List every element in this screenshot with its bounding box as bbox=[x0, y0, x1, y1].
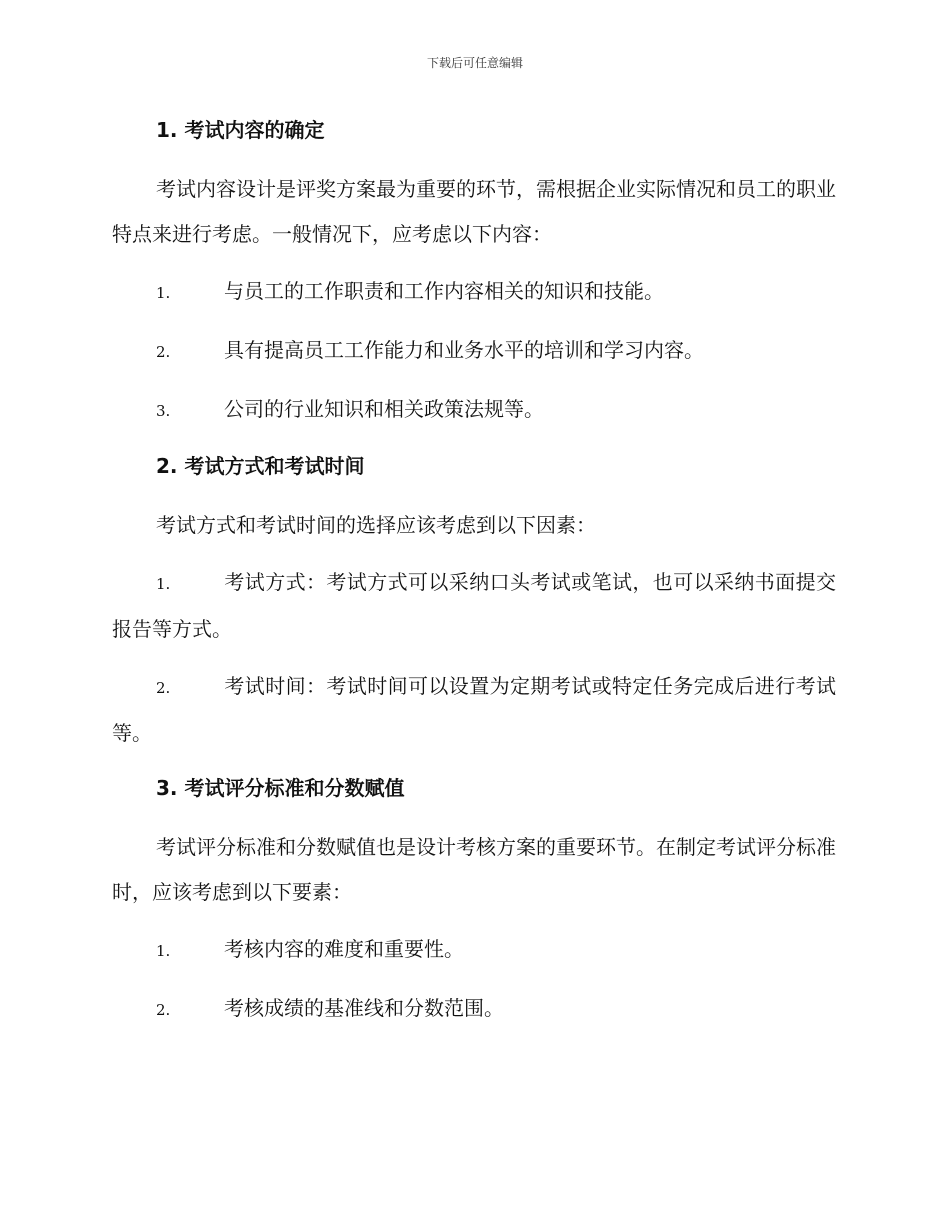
section-heading-content: 1. 考试内容的确定 bbox=[156, 118, 325, 142]
section-intro-method: 考试方式和考试时间的选择应该考虑到以下因素： bbox=[156, 513, 596, 537]
list-item-text: 具有提高员工工作能力和业务水平的培训和学习内容。 bbox=[224, 338, 704, 362]
list-item-text: 考核内容的难度和重要性。 bbox=[224, 937, 464, 961]
document-body bbox=[112, 110, 836, 1045]
list-item-number: 1. bbox=[156, 284, 171, 302]
list-item-text: 考试时间：考试时间可以设置为定期考试或特定任务完成后进行考试等。 bbox=[112, 674, 836, 745]
section-heading-method: 2. 考试方式和考试时间 bbox=[156, 454, 365, 478]
list-item bbox=[112, 269, 836, 316]
section-heading-scoring: 3. 考试评分标准和分数赋值 bbox=[156, 776, 405, 800]
list-item-number: 2. bbox=[156, 343, 171, 361]
list-item-number: 1. bbox=[156, 942, 171, 960]
section-intro-scoring: 考试评分标准和分数赋值也是设计考核方案的重要环节。在制定考试评分标准时，应该考虑到以下要素： bbox=[112, 835, 836, 904]
list-item bbox=[112, 560, 836, 652]
list-item bbox=[112, 328, 836, 375]
list-item-number: 1. bbox=[156, 575, 171, 593]
list-item-text: 与员工的工作职责和工作内容相关的知识和技能。 bbox=[224, 279, 664, 303]
list-item-number: 2. bbox=[156, 679, 171, 697]
list-item-number: 2. bbox=[156, 1001, 171, 1019]
list-item bbox=[112, 986, 836, 1033]
list-item-text: 公司的行业知识和相关政策法规等。 bbox=[224, 397, 544, 421]
list-item-text: 考试方式：考试方式可以采纳口头考试或笔试，也可以采纳书面提交报告等方式。 bbox=[112, 570, 836, 641]
list-item-number: 3. bbox=[156, 402, 171, 420]
list-item bbox=[112, 927, 836, 974]
list-item bbox=[112, 664, 836, 756]
section-intro-content: 考试内容设计是评奖方案最为重要的环节，需根据企业实际情况和员工的职业特点来进行考虑。一般情况下，应考虑以下内容： bbox=[112, 177, 836, 246]
list-item-text: 考核成绩的基准线和分数范围。 bbox=[224, 996, 504, 1020]
list-item bbox=[112, 387, 836, 434]
page-header: 下载后可任意编辑 bbox=[426, 56, 523, 70]
